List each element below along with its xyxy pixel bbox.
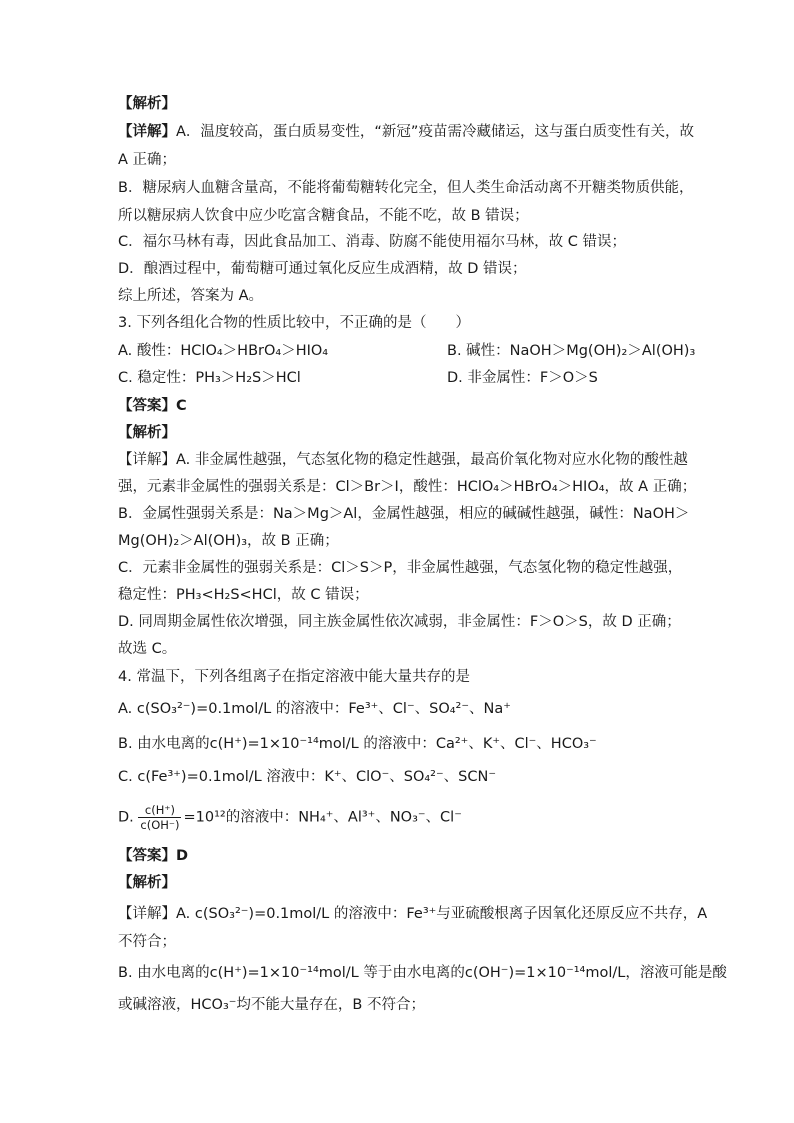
detail-tag: 【详解】 (118, 124, 176, 140)
q3-option-b: B. 碱性：NaOH＞Mg(OH)₂＞Al(OH)₃ (447, 343, 696, 359)
text-line: B. 由水电离的c(H⁺)=1×10⁻¹⁴mol/L 等于由水电离的c(OH⁻)=1×10⁻¹⁴mol/L，溶液可能是酸 (118, 965, 727, 981)
text-line: B．糖尿病人血糖含量高，不能将葡萄糖转化完全，但人类生命活动离不开糖类物质供能， (118, 180, 694, 196)
text-line: D．酿酒过程中，葡萄糖可通过氧化反应生成酒精，故 D 错误； (118, 261, 527, 277)
question-3: 3. 下列各组化合物的性质比较中，不正确的是（ ） (118, 315, 470, 331)
text-line: 所以糖尿病人饮食中应少吃富含糖食品，不能不吃，故 B 错误； (118, 208, 529, 224)
q3-option-c: C. 稳定性：PH₃＞H₂S＞HCl (118, 370, 301, 386)
analysis-heading: 【解析】 (118, 875, 176, 891)
text-line: 稳定性：PH₃<H₂S<HCl，故 C 错误； (118, 587, 369, 603)
q4-option-b: B. 由水电离的c(H⁺)=1×10⁻¹⁴mol/L 的溶液中：Ca²⁺、K⁺、Cl⁻、HCO₃⁻ (118, 736, 597, 752)
answer-3: 【答案】C (118, 398, 187, 414)
text-line: 【详解】A. 非金属性越强，气态氢化物的稳定性越强，最高价氧化物对应水化物的酸性越 (118, 452, 688, 468)
text-line: A 正确； (118, 152, 177, 168)
q4-option-d (118, 803, 462, 832)
text-line: C．元素非金属性的强弱关系是：Cl＞S＞P，非金属性越强，气态氢化物的稳定性越强， (118, 560, 683, 576)
text-line: 综上所述，答案为 A。 (118, 288, 264, 304)
fraction-numerator: c(H⁺) (138, 803, 181, 818)
text-line: 故选 C。 (118, 641, 177, 657)
analysis-heading: 【解析】 (118, 96, 176, 112)
text-line: B．金属性强弱关系是：Na＞Mg＞Al，金属性越强，相应的碱碱性越强，碱性：NaOH＞ (118, 506, 690, 522)
q3-option-a: A. 酸性：HClO₄＞HBrO₄＞HIO₄ (118, 343, 329, 359)
option-text: =10¹²的溶液中：NH₄⁺、Al³⁺、NO₃⁻、Cl⁻ (183, 809, 462, 826)
text-line: 【详解】A. c(SO₃²⁻)=0.1mol/L 的溶液中：Fe³⁺与亚硫酸根离子因氧化还原反应不共存，A (118, 906, 708, 922)
answer-4: 【答案】D (118, 848, 189, 864)
fraction (138, 803, 181, 832)
fraction-denominator: c(OH⁻) (140, 818, 180, 832)
option-label: D. (118, 809, 134, 826)
text-line: 或碱溶液，HCO₃⁻均不能大量存在，B 不符合； (118, 997, 425, 1013)
analysis-heading: 【解析】 (118, 425, 176, 441)
question-4: 4. 常温下，下列各组离子在指定溶液中能大量共存的是 (118, 669, 470, 685)
detail-line (118, 122, 694, 142)
text-line: D. 同周期金属性依次增强，同主族金属性依次减弱，非金属性：F＞O＞S，故 D 正确； (118, 614, 681, 630)
q3-option-d: D. 非金属性：F＞O＞S (447, 370, 598, 386)
text-line: Mg(OH)₂＞Al(OH)₃，故 B 正确； (118, 533, 339, 549)
q4-option-c: C. c(Fe³⁺)=0.1mol/L 溶液中：K⁺、ClO⁻、SO₄²⁻、SCN⁻ (118, 769, 496, 785)
text-line: C．福尔马林有毒，因此食品加工、消毒、防腐不能使用福尔马林，故 C 错误； (118, 234, 626, 250)
detail-text: A．温度较高，蛋白质易变性，“新冠”疫苗需冷藏储运，这与蛋白质变性有关，故 (176, 124, 694, 140)
text-line: 不符合； (118, 934, 176, 950)
q4-option-a: A. c(SO₃²⁻)=0.1mol/L 的溶液中：Fe³⁺、Cl⁻、SO₄²⁻、Na⁺ (118, 701, 511, 717)
text-line: 强，元素非金属性的强弱关系是：Cl＞Br＞I，酸性：HClO₄＞HBrO₄＞HIO₄，故 A 正确； (118, 479, 697, 495)
